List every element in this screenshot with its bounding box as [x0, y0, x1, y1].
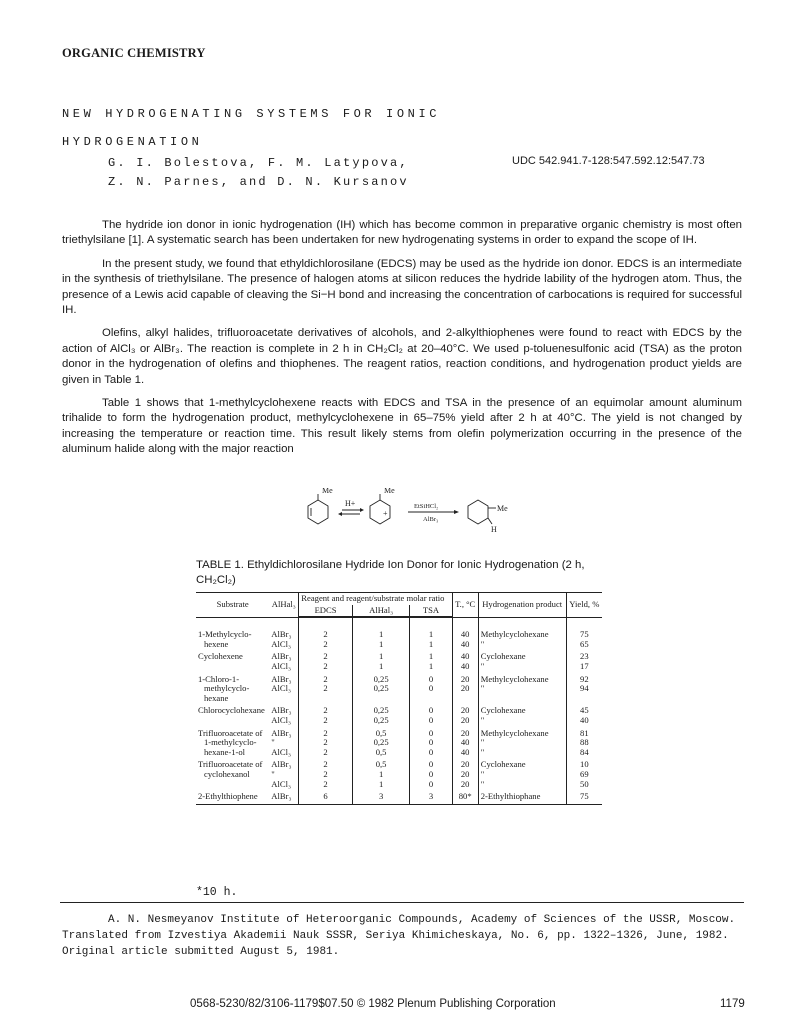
reaction-scheme [290, 488, 530, 536]
cell-edcs: 2 [299, 770, 353, 780]
cell-tsa: 3 [410, 792, 452, 804]
cell-alhal-ratio: 0,25 [352, 675, 410, 685]
cell-substrate: Cyclohexene [198, 651, 243, 662]
cell-alhal-ratio: 1 [352, 780, 410, 790]
cell-substrate: Trifluoroacetate of [198, 727, 263, 738]
cell-alhal-ratio: 1 [352, 770, 410, 780]
cell-alhal-ratio: 1 [352, 652, 410, 662]
header-yield: Yield, % [566, 593, 602, 617]
table-row [196, 716, 602, 726]
paragraph-2: In the present study, we found that ethyldichlorosilane (EDCS) may be used as the hydride ion donor. EDCS is an intermediate in the synthesis of triethylsilane. The presence of halogen atoms at silicon reduces the hydride lability of the hydrogen atom. Thus, the presence of a Lewis acid capable of cleaving the Si−H bond and increasing the concentration of carbocations is required for successful IH. [62, 257, 742, 317]
cell-temperature: 20 [452, 706, 478, 716]
cell-temperature: 80* [452, 792, 478, 804]
header-alhal: AlHal₃ [269, 593, 298, 617]
cell-alhal: " [271, 737, 275, 748]
cell-edcs [299, 694, 353, 704]
cell-temperature: 40 [452, 738, 478, 748]
udc-code: UDC 542.941.7-128:547.592.12:547.73 [512, 155, 705, 167]
cell-substrate: 2-Ethylthiophene [196, 792, 269, 804]
cell-product: " [478, 748, 566, 758]
table-row [196, 738, 602, 748]
cell-temperature: 20 [452, 716, 478, 726]
table-row [196, 792, 602, 804]
cell-alhal-ratio: 0,25 [352, 706, 410, 716]
cell-alhal: AlCl₃ [271, 714, 292, 725]
cell-substrate: Trifluoroacetate of [198, 759, 263, 770]
cell-alhal: AlCl₃ [271, 746, 292, 757]
cell-temperature: 20 [452, 729, 478, 739]
cell-alhal: AlBr₃ [269, 792, 298, 804]
cell-temperature: 20 [452, 684, 478, 694]
cell-product [478, 694, 566, 704]
plus-sign: + [383, 509, 388, 518]
cell-alhal-ratio [352, 694, 410, 704]
cell-alhal-ratio: 0,5 [352, 760, 410, 770]
cell-yield: 65 [566, 640, 602, 650]
cell-yield: 75 [566, 630, 602, 640]
cell-substrate: hexene [204, 638, 229, 649]
table-row [196, 760, 602, 770]
cell-edcs: 2 [299, 652, 353, 662]
cell-yield: 75 [566, 792, 602, 804]
cell-product: " [478, 780, 566, 790]
cell-tsa: 1 [410, 652, 452, 662]
cell-substrate: hexane [204, 692, 229, 703]
cell-substrate: hexane-1-ol [204, 746, 246, 757]
cell-alhal-ratio: 3 [352, 792, 410, 804]
header-tsa: TSA [410, 605, 452, 617]
paragraph-1: The hydride ion donor in ionic hydrogenation (IH) which has become common in preparative organic chemistry is most often triethylsilane [1]. A systematic search has been undertaken for new hydrogenating systems in order to expand the scope of IH. [62, 219, 742, 247]
table-row [196, 684, 602, 694]
cell-edcs: 2 [299, 662, 353, 672]
cell-edcs: 2 [299, 780, 353, 790]
cell-alhal: AlBr₃ [271, 629, 292, 640]
cell-product: " [478, 640, 566, 650]
cell-tsa: 0 [410, 716, 452, 726]
table-1 [196, 592, 602, 805]
cell-product: Cyclohexane [478, 652, 566, 662]
cell-substrate: Chlorocyclohexane [198, 705, 265, 716]
cell-temperature [452, 694, 478, 704]
table-row [196, 652, 602, 662]
h-label: H [491, 525, 497, 534]
cell-substrate: 1-Methylcyclo- [198, 629, 252, 640]
footer-notes [62, 912, 742, 960]
cell-temperature: 40 [452, 652, 478, 662]
title-line-1: NEW HYDROGENATING SYSTEMS FOR IONIC [62, 107, 441, 121]
cell-temperature: 40 [452, 640, 478, 650]
cell-edcs: 2 [299, 729, 353, 739]
cell-tsa: 0 [410, 675, 452, 685]
cell-alhal: AlCl₃ [271, 683, 292, 694]
reagent-bottom: AlBr₃ [423, 516, 439, 523]
authors [108, 154, 409, 192]
cell-product: Methylcyclohexane [478, 675, 566, 685]
authors-line-1: G. I. Bolestova, F. M. Latypova, [108, 156, 409, 170]
paragraph-3: Olefins, alkyl halides, trifluoroacetate derivatives of alcohols, and 2-alkylthiophenes were found to react with EDCS by the action of AlCl₃ or AlBr₃. The reaction is complete in 2 h in CH₂Cl₂ at 20–40°C. We used p-toluenesulfonic acid (TSA) as the proton donor in the hydrogenation of olefins and thiophenes. The reagent ratios, reaction conditions, and hydrogenation product yields are given in Table 1. [62, 327, 742, 386]
cell-alhal-ratio: 0,25 [352, 716, 410, 726]
table-row [196, 640, 602, 650]
title-line-2: HYDROGENATION [62, 135, 203, 149]
cell-edcs: 2 [299, 738, 353, 748]
reagent-top: EtSiHCl₂ [414, 503, 439, 510]
header-alhal-ratio: AlHal₃ [352, 605, 410, 617]
table-row [196, 662, 602, 672]
cell-edcs: 2 [299, 748, 353, 758]
article-title [62, 100, 482, 156]
table-footnote: *10 h. [196, 886, 238, 899]
cell-temperature: 40 [452, 662, 478, 672]
footer-affiliation: A. N. Nesmeyanov Institute of Heteroorganic Compounds, Academy of Sciences of the USSR, Moscow. [108, 914, 736, 926]
cell-product: Cyclohexane [478, 706, 566, 716]
cell-alhal: AlBr₃ [271, 727, 292, 738]
cell-alhal [269, 694, 298, 704]
cell-edcs: 2 [299, 716, 353, 726]
paragraph-4: Table 1 shows that 1-methylcyclohexene reacts with EDCS and TSA in the presence of an equimolar amount aluminum trihalide to form the hydrogenation product, methylcyclohexene in 65–75% yield after 2 h at 40°C. The yield is not changed by increasing the temperature or reaction time. This result likely stems from olefin polymerization occurring in the presence of the aluminum halide along with the major reaction [62, 397, 742, 456]
cell-temperature: 20 [452, 760, 478, 770]
table-row [196, 694, 602, 704]
cell-product: 2-Ethylthiophane [478, 792, 566, 804]
cell-edcs: 2 [299, 684, 353, 694]
cell-edcs: 2 [299, 630, 353, 640]
cell-yield: 23 [566, 652, 602, 662]
authors-line-2: Z. N. Parnes, and D. N. Kursanov [108, 175, 409, 189]
cell-product: " [478, 716, 566, 726]
cell-tsa: 1 [410, 640, 452, 650]
table-row [196, 770, 602, 780]
cell-alhal-ratio: 0,5 [352, 729, 410, 739]
cell-alhal: " [271, 768, 275, 779]
cell-temperature: 20 [452, 780, 478, 790]
cell-yield: 45 [566, 706, 602, 716]
cell-product: " [478, 738, 566, 748]
header-reagent-group: Reagent and reagent/substrate molar ratio [299, 593, 452, 605]
cell-yield: 81 [566, 729, 602, 739]
header-edcs: EDCS [299, 605, 353, 617]
cell-product: Methylcyclohexane [478, 630, 566, 640]
cell-alhal-ratio: 0,25 [352, 684, 410, 694]
footer-rule [60, 902, 744, 903]
cell-tsa: 1 [410, 630, 452, 640]
cell-tsa: 0 [410, 780, 452, 790]
cell-product: Methylcyclohexane [478, 729, 566, 739]
me-label-2: Me [384, 488, 395, 495]
cell-product: " [478, 662, 566, 672]
cell-yield: 84 [566, 748, 602, 758]
cell-yield: 92 [566, 675, 602, 685]
cell-yield: 94 [566, 684, 602, 694]
table-row [196, 748, 602, 758]
cell-temperature: 40 [452, 748, 478, 758]
header-temperature: T., °C [452, 593, 478, 617]
cell-alhal: AlBr₃ [271, 705, 292, 716]
cell-product: " [478, 684, 566, 694]
cell-yield: 50 [566, 780, 602, 790]
cell-substrate [196, 662, 269, 672]
cell-yield: 17 [566, 662, 602, 672]
cell-substrate: cyclohexanol [204, 768, 250, 779]
cell-yield: 69 [566, 770, 602, 780]
cell-tsa: 0 [410, 729, 452, 739]
cell-tsa: 0 [410, 760, 452, 770]
cell-substrate: 1-Chloro-1- [198, 673, 240, 684]
section-heading: ORGANIC CHEMISTRY [62, 46, 206, 60]
footer-translation: Translated from Izvestiya Akademii Nauk SSSR, Seriya Khimicheskaya, No. 6, pp. 1322–1326, June, 1982. [62, 930, 729, 942]
cell-product: " [478, 770, 566, 780]
cell-alhal: AlCl₃ [271, 778, 292, 789]
cell-tsa: 1 [410, 662, 452, 672]
footer-submitted: Original article submitted August 5, 1981. [62, 946, 340, 958]
table-row [196, 675, 602, 685]
cell-yield: 10 [566, 760, 602, 770]
hplus-label: H+ [345, 499, 356, 508]
cell-substrate [196, 780, 269, 790]
cell-substrate [196, 716, 269, 726]
table-row [196, 630, 602, 640]
cell-alhal-ratio: 0,25 [352, 738, 410, 748]
cell-tsa: 0 [410, 748, 452, 758]
publisher-line: 0568-5230/82/3106-1179$07.50 © 1982 Plenum Publishing Corporation [190, 998, 556, 1010]
table-caption: TABLE 1. Ethyldichlorosilane Hydride Ion Donor for Ionic Hydrogenation (2 h, CH₂Cl₂) [196, 559, 585, 586]
cell-tsa: 0 [410, 684, 452, 694]
cell-alhal-ratio: 1 [352, 662, 410, 672]
cell-edcs: 2 [299, 706, 353, 716]
me-label-1: Me [322, 488, 333, 495]
cell-yield: 88 [566, 738, 602, 748]
cell-alhal-ratio: 0,5 [352, 748, 410, 758]
table-body [196, 618, 602, 805]
cell-alhal: AlBr₃ [271, 651, 292, 662]
cell-edcs: 2 [299, 760, 353, 770]
cell-product: Cyclohexane [478, 760, 566, 770]
cell-alhal: AlCl₃ [271, 638, 292, 649]
table-row [196, 780, 602, 790]
cell-alhal: AlBr₃ [271, 673, 292, 684]
methylcyclohexane-ring [468, 500, 488, 524]
cell-tsa: 0 [410, 770, 452, 780]
page-number: 1179 [720, 998, 745, 1010]
article-body [62, 218, 742, 466]
cell-tsa: 0 [410, 706, 452, 716]
cell-alhal-ratio: 1 [352, 640, 410, 650]
cell-substrate: 1-methylcyclo- [204, 737, 257, 748]
cell-edcs: 6 [299, 792, 353, 804]
cell-temperature: 40 [452, 630, 478, 640]
cell-temperature: 20 [452, 675, 478, 685]
cell-edcs: 2 [299, 640, 353, 650]
header-product: Hydrogenation product [478, 593, 566, 617]
cell-substrate: methylcyclo- [204, 683, 250, 694]
me-label-3: Me [497, 504, 508, 513]
header-substrate: Substrate [196, 593, 269, 617]
cell-edcs: 2 [299, 675, 353, 685]
cell-yield [566, 694, 602, 704]
cell-tsa [410, 694, 452, 704]
cell-temperature: 20 [452, 770, 478, 780]
cell-yield: 40 [566, 716, 602, 726]
cell-alhal-ratio: 1 [352, 630, 410, 640]
cell-alhal: AlCl₃ [271, 660, 292, 671]
table-row [196, 706, 602, 716]
cell-alhal: AlBr₃ [271, 759, 292, 770]
cell-tsa: 0 [410, 738, 452, 748]
